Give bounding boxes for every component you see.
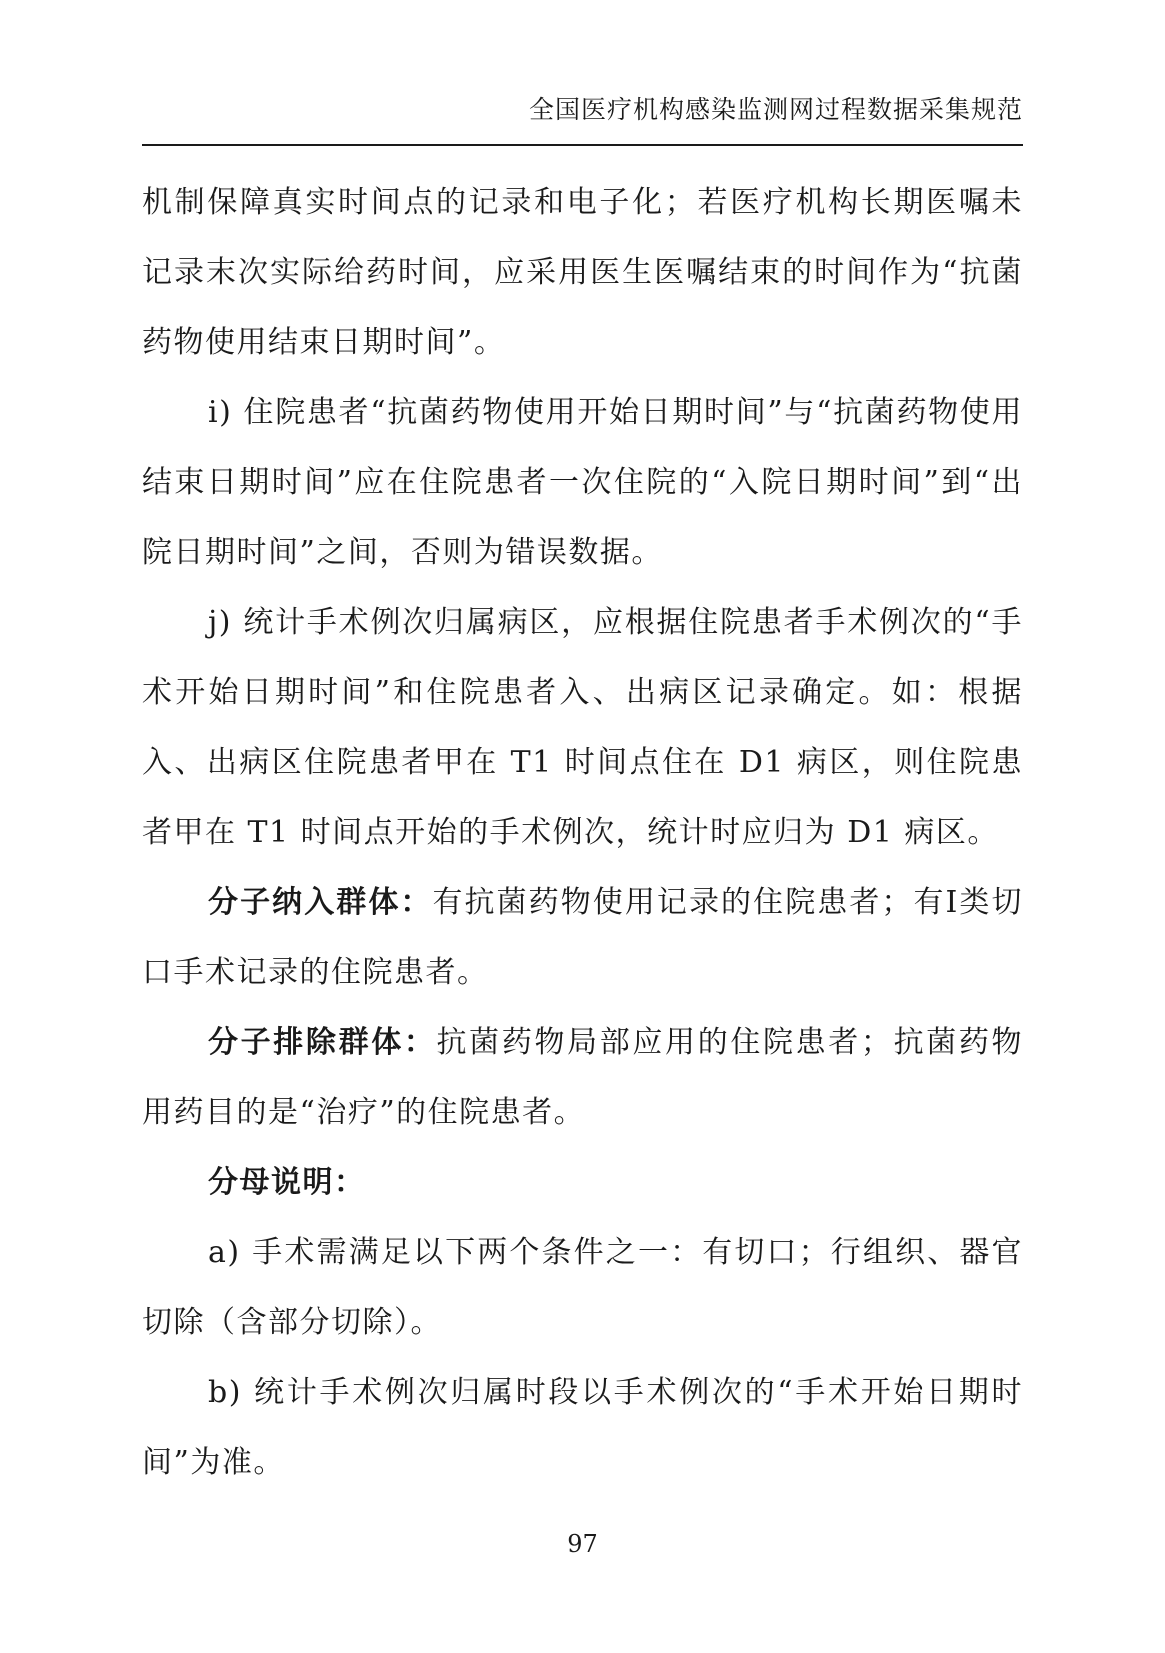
numerator-exclusion-label: 分子排除群体：: [208, 1025, 437, 1060]
numerator-inclusion-text: 有抗菌药物使用记录的住院患者；有I类切口手术记录的住院患者。: [142, 885, 1024, 990]
paragraph-denominator-heading: [142, 1148, 1023, 1218]
paragraph-continuation: 机制保障真实时间点的记录和电子化；若医疗机构长期医嘱未记录末次实际给药时间，应采用医生医嘱结束的时间作为“抗菌药物使用结束日期时间”。: [142, 185, 1023, 360]
numerator-inclusion-label: 分子纳入群体：: [208, 885, 433, 920]
paragraph-numerator-exclusion: [142, 1008, 1023, 1148]
denominator-label: 分母说明：: [208, 1165, 366, 1200]
paragraph-item-a: a) 手术需满足以下两个条件之一：有切口；行组织、器官切除（含部分切除）。: [142, 1235, 1023, 1340]
paragraph-item-j: j) 统计手术例次归属病区，应根据住院患者手术例次的“手术开始日期时间”和住院患者入、出病区记录确定。如：根据入、出病区住院患者甲在 T1 时间点住在 D1 病区，则住院患者甲在 T1 时间点开始的手术例次，统计时应归为 D1 病区。: [142, 605, 1023, 850]
running-header-title: 全国医疗机构感染监测网过程数据采集规范: [528, 95, 1023, 124]
paragraph-item-i: i) 住院患者“抗菌药物使用开始日期时间”与“抗菌药物使用结束日期时间”应在住院患者一次住院的“入院日期时间”到“出院日期时间”之间，否则为错误数据。: [142, 395, 1023, 570]
paragraph-numerator-inclusion: [142, 868, 1023, 1008]
header-divider: [142, 144, 1023, 146]
paragraph-item-b: b) 统计手术例次归属时段以手术例次的“手术开始日期时间”为准。: [142, 1375, 1023, 1480]
numerator-exclusion-text: 抗菌药物局部应用的住院患者；抗菌药物用药目的是“治疗”的住院患者。: [142, 1025, 1024, 1130]
document-body: [142, 168, 1023, 1498]
page-number: 97: [567, 1530, 598, 1558]
